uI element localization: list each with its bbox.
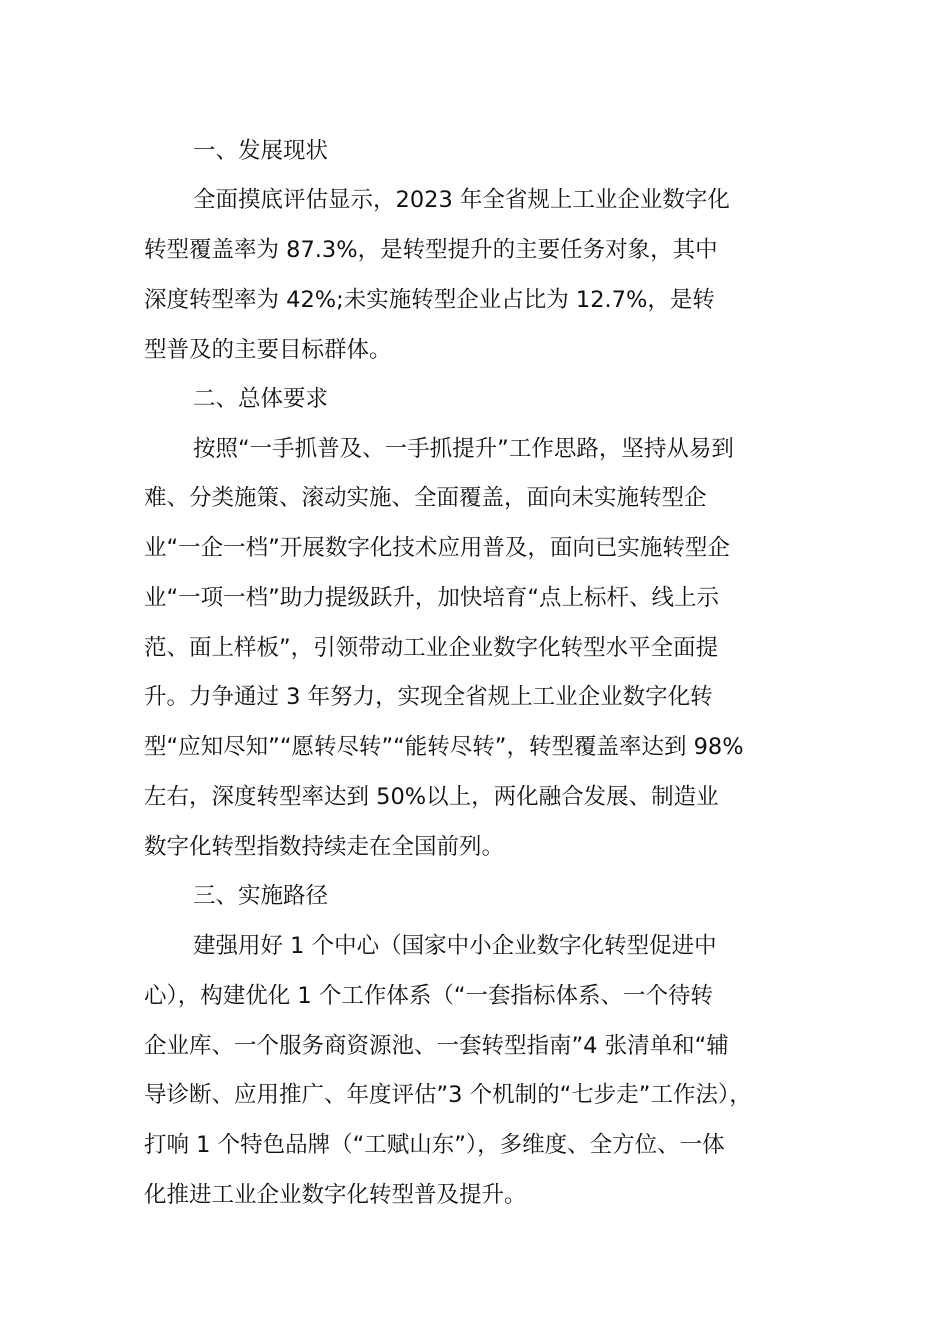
section-heading: 一、发展现状 xyxy=(193,138,329,164)
section-heading: 三、实施路径 xyxy=(193,883,329,909)
paragraph-line: 业“一企一档”开展数字化技术应用普及，面向已实施转型企 xyxy=(144,535,730,561)
paragraph-line: 全面摸底评估显示，2023 年全省规上工业企业数字化 xyxy=(193,187,730,213)
section-heading: 二、总体要求 xyxy=(193,386,329,412)
paragraph-line: 型普及的主要目标群体。 xyxy=(144,337,392,363)
paragraph-line: 数字化转型指数持续走在全国前列。 xyxy=(144,834,505,860)
paragraph-line: 业“一项一档”助力提级跃升，加快培育“点上标杆、线上示 xyxy=(144,585,719,611)
paragraph-line: 化推进工业企业数字化转型普及提升。 xyxy=(144,1182,527,1208)
paragraph-line: 导诊断、应用推广、年度评估”3 个机制的“七步走”工作法）， xyxy=(144,1082,752,1108)
paragraph-line: 升。力争通过 3 年努力，实现全省规上工业企业数字化转 xyxy=(144,684,713,710)
paragraph-line: 难、分类施策、滚动实施、全面覆盖，面向未实施转型企 xyxy=(144,485,707,511)
paragraph-line: 企业库、一个服务商资源池、一套转型指南”4 张清单和“辅 xyxy=(144,1033,729,1059)
paragraph-line: 范、面上样板”，引领带动工业企业数字化转型水平全面提 xyxy=(144,635,719,661)
paragraph-line: 左右，深度转型率达到 50%以上，两化融合发展、制造业 xyxy=(144,784,719,810)
paragraph-line: 深度转型率为 42%;未实施转型企业占比为 12.7%，是转 xyxy=(144,287,715,313)
paragraph-line: 型“应知尽知”“愿转尽转”“能转尽转”，转型覆盖率达到 98% xyxy=(144,734,744,760)
paragraph-line: 心），构建优化 1 个工作体系（“一套指标体系、一个待转 xyxy=(144,983,714,1009)
paragraph-line: 转型覆盖率为 87.3%，是转型提升的主要任务对象，其中 xyxy=(144,237,718,263)
paragraph-line: 建强用好 1 个中心（国家中小企业数字化转型促进中 xyxy=(193,933,717,959)
paragraph-line: 打响 1 个特色品牌（“工赋山东”），多维度、全方位、一体 xyxy=(144,1132,725,1158)
paragraph-line: 按照“一手抓普及、一手抓提升”工作思路，坚持从易到 xyxy=(193,436,734,462)
